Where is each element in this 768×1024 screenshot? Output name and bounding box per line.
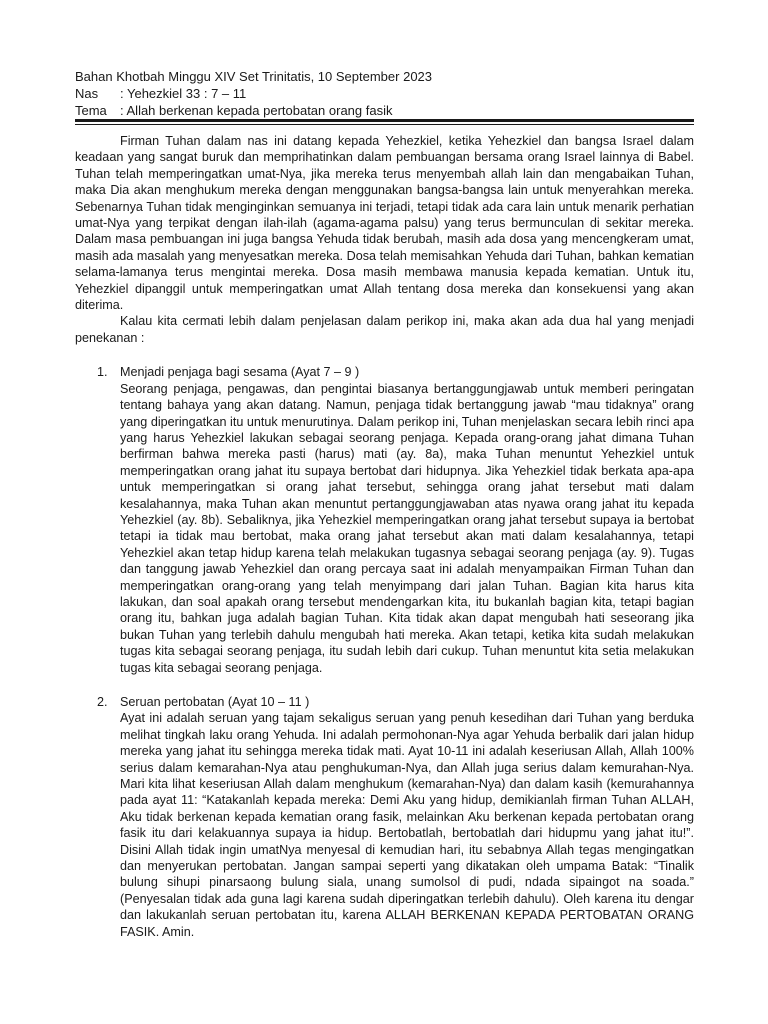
tema-value: : Allah berkenan kepada pertobatan orang fasik: [120, 103, 393, 118]
nas-value: : Yehezkiel 33 : 7 – 11: [120, 86, 247, 101]
list-item-title: Menjadi penjaga bagi sesama (Ayat 7 – 9 ): [120, 365, 360, 380]
header-divider-thin: [75, 124, 694, 125]
sermon-title-line: Bahan Khotbah Minggu XIV Set Trinitatis, 10 September 2023: [75, 69, 433, 84]
list-item-number: 1.: [97, 365, 108, 380]
nas-line: [75, 85, 695, 102]
intro-paragraph: Firman Tuhan dalam nas ini datang kepada Yehezkiel, ketika Yehezkiel dan bangsa Israel dalam keadaan yang sangat buruk dan memprihatinkan dalam pembuangan bersama orang Israel lainnya di Babel. Tuhan telah memperingatkan umat-Nya, jika mereka terus menyembah allah lain dan mengabaikan Tuhan, maka Dia akan menghukum mereka dengan menggunakan bangsa-bangsa lain untuk menyerahkan mereka. Sebenarnya Tuhan tidak menginginkan semuanya ini terjadi, tetapi tidak ada cara lain untuk menarik perhatian umat-Nya yang terpikat dengan ilah-ilah (agama-agama palsu) yang terus bermunculan di sekitar mereka. Dalam masa pembuangan ini juga bangsa Yehuda tidak berubah, masih ada dosa yang mencengkeram umat, masih ada masalah yang menyesatkan mereka. Dosa telah memisahkan Yehuda dari Tuhan, bahkan kematian selama-lamanya terus mengintai mereka. Dosa masih membawa manusia kepada kematian. Untuk itu, Yehezkiel dipanggil untuk memperingatkan umat Allah tentang dosa mereka dan konsekuensi yang akan diterima.: [75, 134, 694, 313]
document-header: [75, 68, 695, 119]
sermon-body: [75, 133, 694, 958]
tema-label: Tema: [75, 103, 107, 118]
list-item-text: Seorang penjaga, pengawas, dan pengintai biasanya bertanggungjawab untuk memberi peringatan tentang bahaya yang akan datang. Namun, penjaga tidak bertanggung jawab “mau tidaknya” orang yang diperingatkan itu untuk menurutinya. Dalam perikop ini, Tuhan menjelaskan secara lebih rinci apa yang harus Yehezkiel lakukan sebagai seorang penjaga. Kepada orang-orang jahat dimana Tuhan berfirman bahwa mereka pasti (harus) mati (ay. 8a), maka Tuhan menuntut Yehezkiel untuk memperingatkan orang jahat itu supaya bertobat dari hidupnya. Jika Yehezkiel tidak berkata apa-apa untuk memperingatkan si orang jahat tersebut, sehingga orang jahat tersebut mati dalam kesalahannya, maka Tuhan akan menuntut pertanggungjawaban atas nyawa orang jahat itu kepada Yehezkiel (ay. 8b). Sebaliknya, jika Yehezkiel memperingatkan orang jahat tersebut supaya ia bertobat tetapi ia tidak mau bertobat, maka orang jahat tersebut akan mati dalam kesalahannya, tetapi Yehezkiel akan tetap hidup karena telah melakukan tugasnya sebagai seorang penjaga (ay. 9). Tugas dan tanggung jawab Yehezkiel dan orang percaya saat ini adalah menyampaikan Firman Tuhan dan memperingatkan orang-orang yang telah menyimpang dari jalan Tuhan. Bagian kita harus kita lakukan, dan soal apakah orang tersebut mendengarkan kita, itu bukanlah bagian kita, tetapi bagian orang itu, bahkan juga adalah bagian Tuhan. Kita tidak akan dapat mengubah hati seseorang jika bukan Tuhan yang terlebih dahulu mengubah hati mereka. Akan tetapi, ketika kita sudah melakukan tugas kita sebagai seorang penjaga, itu sudah lebih dari cukup. Tuhan menuntut kita setia melakukan tugas kita sebagai seorang penjaga.: [120, 381, 694, 675]
list-item: [75, 694, 694, 940]
list-item-number: 2.: [97, 695, 108, 709]
list-item: [75, 364, 694, 676]
nas-label: Nas: [75, 86, 99, 101]
emphasis-paragraph: Kalau kita cermati lebih dalam penjelasan dalam perikop ini, maka akan ada dua hal yang menjadi penekanan :: [75, 314, 694, 345]
list-item-text: Ayat ini adalah seruan yang tajam sekaligus seruan yang penuh kesedihan dari Tuhan yang berduka melihat tingkah laku orang Yehuda. Ini adalah permohonan-Nya agar Yehuda berbalik dari jalan hidup mereka yang jahat itu sehingga mereka tidak mati. Ayat 10-11 ini adalah keseriusan Allah, Allah 100% serius dalam kemarahan-Nya atau penghukuman-Nya, dan Allah juga serius dalam kemurahan-Nya. Mari kita lihat keseriusan Allah dalam menghukum (kemarahan-Nya) dan dalam kasih (kemurahannya pada ayat 11: “Katakanlah kepada mereka: Demi Aku yang hidup, demikianlah firman Tuhan ALLAH, Aku tidak berkenan kepada kematian orang fasik, melainkan Aku berkenan kepada pertobatan orang fasik itu dari kelakuannya supaya ia hidup. Bertobatlah, bertobatlah dari hidupmu yang jahat itu!”. Disini Allah tidak ingin umatNya menyesal di kemudian hari, itu sebabnya Allah tegas mengingatkan dan menyerukan pertobatan. Jangan sampai seperti yang dikatakan oleh umpama Batak: “Tinalik bulung sihupi pinarsaong bulung siala, unang sumolsol di pudi, ndada sipaingot na soada.” (Penyesalan tidak ada guna lagi karena sudah diperingatkan terlebih dahulu). Oleh karena itu dengar dan lakukanlah seruan pertobatan itu, karena ALLAH BERKENAN KEPADA PERTOBATAN ORANG FASIK. Amin.: [120, 711, 694, 939]
list-item-title: Seruan pertobatan (Ayat 10 – 11 ): [120, 695, 310, 709]
tema-line: [75, 102, 695, 119]
header-divider-thick: [75, 119, 694, 122]
points-list: [75, 364, 694, 940]
